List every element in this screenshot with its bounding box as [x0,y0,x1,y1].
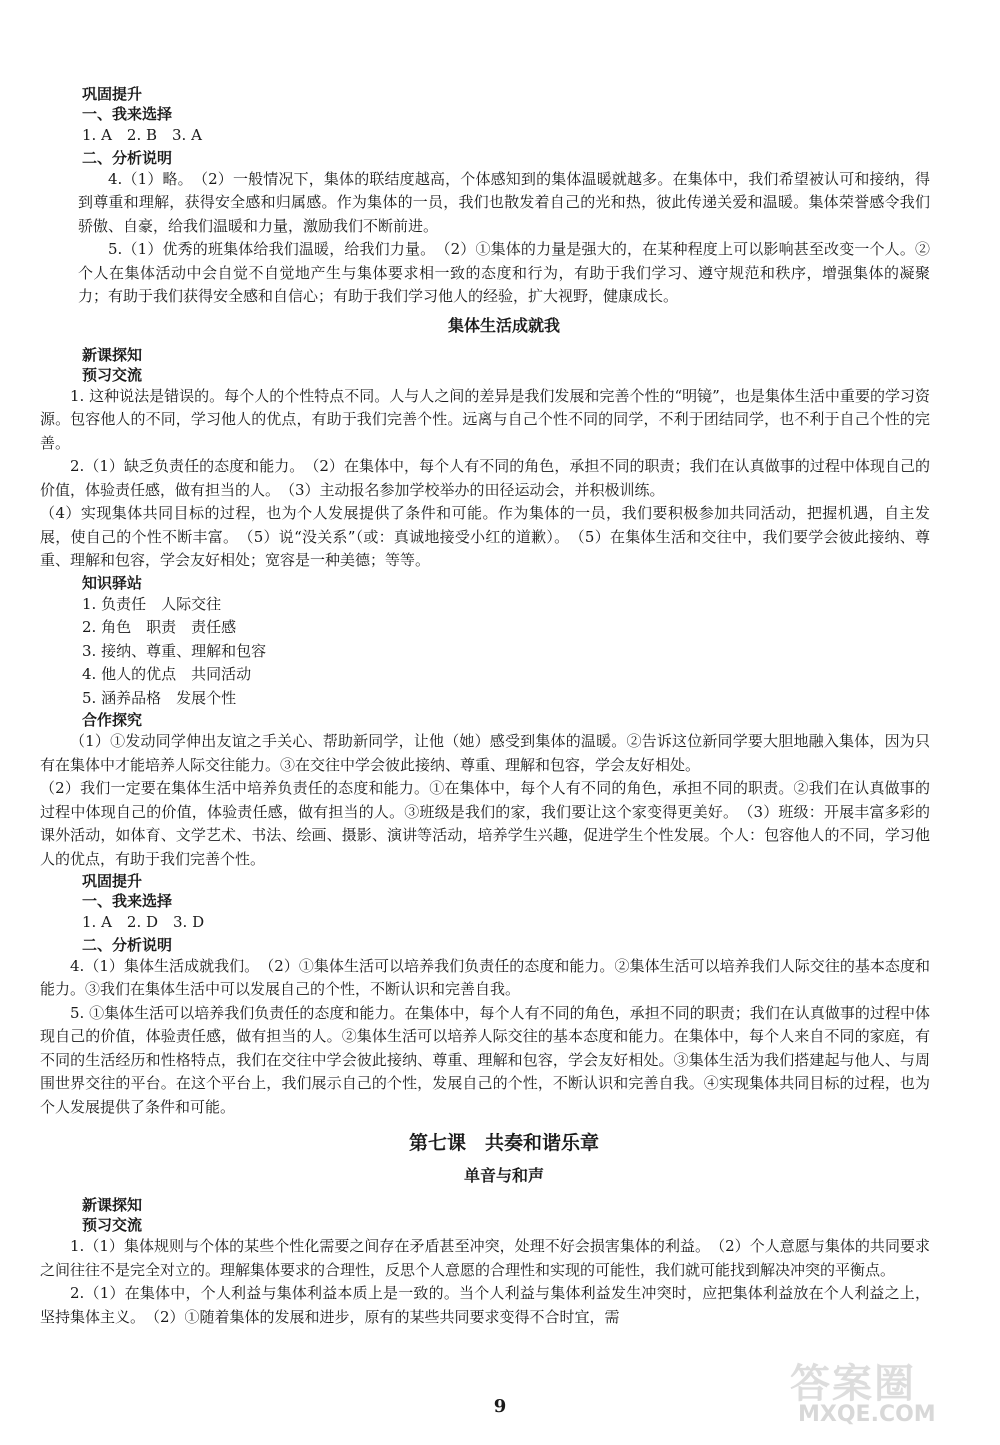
section-heading: 巩固提升 [82,85,143,103]
sub-heading: 二、分析说明 [82,148,173,167]
sub-heading: 预习交流 [82,365,143,384]
knowledge-item: 5. 涵养品格 发展个性 [82,688,237,707]
sub-heading: 合作探究 [82,711,143,729]
answer-paragraph: 2.（1）缺乏负责任的态度和能力。 （2）在集体中，每个人有不同的角色，承担不同的职责；我们在认真做事的过程中体现自己的价值，体验责任感，做有担当的人。 （3）主动报名参加学校举办的田径运动会，并积极训练。 [40,457,930,499]
answer-paragraph: 1.（1）集体规则与个体的某些个性化需要之间存在矛盾甚至冲突，处理不好会损害集体的利益。 （2）个人意愿与集体的共同要求之间往往不是完全对立的。理解集体要求的合理性，反思个人意愿的合理性和实现的可能性，我们就可能找到解决冲突的平衡点。 [40,1237,930,1279]
knowledge-item: 1. 负责任 人际交往 [82,594,222,613]
choice-answers: 1. A 2. D 3. D [82,913,205,931]
page-number: 9 [493,1396,507,1417]
section-title: 集体生活成就我 [447,315,560,335]
answer-paragraph: （2）我们一定要在集体生活中培养负责任的态度和能力。①在集体中，每个人有不同的角色，承担不同的职责。②我们在认真做事的过程中体现自己的价值，体验责任感，做有担当的人。③班级是我们的家，我们要让这个家变得更美好。 （3）班级：开展丰富多彩的课外活动，如体育、文学艺术、书法、绘画、摄影、演讲等活动，培养学生兴趣，促进学生个性发展。个人：包容他人的不同，学习他人的优点，有助于我们完善个性。 [40,779,930,868]
knowledge-item: 2. 角色 职责 责任感 [82,618,237,636]
answer-paragraph: 5. ①集体生活可以培养我们负责任的态度和能力。在集体中，每个人有不同的角色，承担不同的职责；我们在认真做事的过程中体现自己的价值，体验责任感，做有担当的人。②集体生活可以培养人际交往的基本态度和能力。在集体中，每个人来自不同的家庭，有不同的生活经历和性格特点，我们在交往中学会彼此接纳、尊重、理解和包容，学会友好相处。③集体生活为我们搭建起与他人、与周围世界交往的平台。在这个平台上，我们展示自己的个性，发展自己的个性，不断认识和完善自我。④实现集体共同目标的过程，也为个人发展提供了条件和可能。 [40,1003,930,1116]
answer-paragraph: 2.（1）在集体中，个人利益与集体利益本质上是一致的。当个人利益与集体利益发生冲突时，应把集体利益放在个人利益之上，坚持集体主义。 （2）①随着集体的发展和进步，原有的某些共同要求变得不合时宜，需 [40,1284,930,1326]
answer-paragraph: 4.（1）集体生活成就我们。 （2）①集体生活可以培养我们负责任的态度和能力。②集体生活可以培养我们人际交往的基本态度和能力。③我们在集体生活中可以发展自己的个性，不断认识和完善自我。 [40,956,930,998]
sub-heading: 一、我来选择 [82,105,173,123]
answer-paragraph: （1）①发动同学伸出友谊之手关心、帮助新同学，让他（她）感受到集体的温暖。②告诉这位新同学要大胆地融入集体，因为只有在集体中才能培养人际交往能力。③在交往中学会彼此接纳、尊重、理解和包容，学会友好相处。 [40,732,930,774]
section-heading: 新课探知 [82,1196,143,1214]
watermark [790,1352,980,1428]
content-column [40,84,930,1329]
answer-paragraph: （4）实现集体共同目标的过程，也为个人发展提供了条件和可能。作为集体的一员，我们要积极参加共同活动，把握机遇，自主发展，使自己的个性不断丰富。 （5）说“没关系”（或：真诚地接受小红的道歉）。 （5）在集体生活和交往中，我们要学会彼此接纳、尊重、理解和包容，学会友好相处；宽容是一种美德；等等。 [40,504,930,569]
sub-heading: 一、我来选择 [82,892,173,910]
section-heading: 新课探知 [82,345,143,364]
sub-heading: 预习交流 [82,1216,143,1234]
answer-paragraph: 5.（1）优秀的班集体给我们温暖，给我们力量。 （2）①集体的力量是强大的，在某种程度上可以影响甚至改变一个人。②个人在集体活动中会自觉不自觉地产生与集体要求相一致的态度和行为，有助于我们学习、遵守规范和秩序，增强集体的凝聚力；有助于我们获得安全感和自信心；有助于我们学习他人的经验，扩大视野，健康成长。 [78,240,930,305]
sub-heading: 二、分析说明 [82,935,173,954]
section-title: 单音与和声 [463,1166,544,1185]
answer-paragraph: 1. 这种说法是错误的。每个人的个性特点不同。人与人之间的差异是我们发展和完善个性的“明镜”，也是集体生活中重要的学习资源。包容他人的不同，学习他人的优点，有助于我们完善个性。远离与自己个性不同的同学，不利于团结同学，也不利于自己个性的完善。 [40,386,930,452]
watermark-logo: 答案圈 [790,1361,916,1407]
knowledge-item: 3. 接纳、尊重、理解和包容 [82,641,267,660]
watermark-url: MXQE.COM [798,1402,936,1427]
section-heading: 巩固提升 [82,872,143,890]
answer-paragraph: 4.（1）略。 （2）一般情况下，集体的联结度越高，个体感知到的集体温暖就越多。在集体中，我们希望被认可和接纳，得到尊重和理解，获得安全感和归属感。作为集体的一员，我们也散发着自己的光和热，彼此传递关爱和温暖。集体荣誉感令我们骄傲、自豪，给我们温暖和力量，激励我们不断前进。 [78,169,930,235]
knowledge-item: 4. 他人的优点 共同活动 [82,665,252,683]
choice-answers: 1. A 2. B 3. A [82,126,202,144]
sub-heading: 知识驿站 [82,573,143,592]
lesson-title: 第七课 共奏和谐乐章 [408,1132,599,1154]
